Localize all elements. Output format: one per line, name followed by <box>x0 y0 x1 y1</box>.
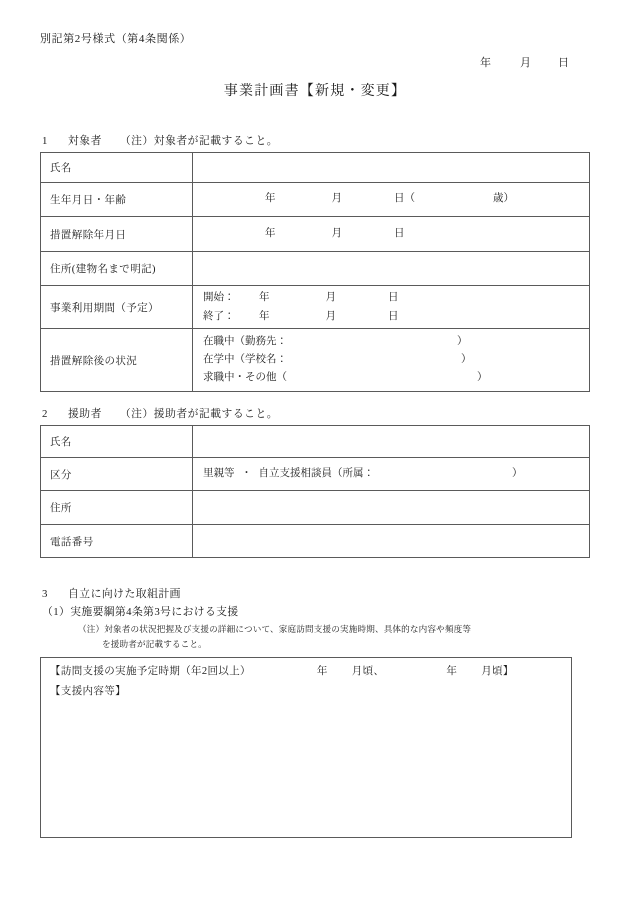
age-unit-label: 歳） <box>493 193 514 205</box>
section3-sub-number: （1） <box>42 606 71 618</box>
section3-note-line2: を援助者が記載すること。 <box>102 639 207 649</box>
visit-month-1: 月頃、 <box>351 666 385 677</box>
release-month-label: 月 <box>331 227 342 239</box>
period-start-label: 開始： <box>203 292 235 303</box>
field-post-release-status[interactable] <box>193 329 590 392</box>
period-end-month: 月 <box>325 311 336 322</box>
birth-day-label: 日 <box>394 193 405 205</box>
support-plan-box[interactable] <box>40 657 572 838</box>
page-title: 事業計画書【新規・変更】 <box>223 84 407 99</box>
table-row <box>41 183 590 217</box>
row-label-address: 住所(建物名まで明記) <box>41 252 193 286</box>
status-student-close: ） <box>461 354 472 365</box>
field-address[interactable] <box>193 252 590 286</box>
field-usage-period[interactable] <box>193 286 590 329</box>
section3-note-line1: （注）対象者の状況把握及び支援の詳細について、家庭訪問支援の実施時期、具体的な内容や頻度等 <box>78 624 472 634</box>
field-supporter-category[interactable] <box>193 458 590 491</box>
table-row <box>41 329 590 392</box>
status-employed-close: ） <box>457 336 468 347</box>
field-name[interactable] <box>193 153 590 183</box>
period-end-year: 年 <box>259 311 270 322</box>
row-label-usage-period: 事業利用期間（予定） <box>41 286 193 329</box>
category-option-foster[interactable]: 里親等 <box>203 467 235 479</box>
period-end-day: 日 <box>388 311 399 322</box>
section2-heading <box>42 406 278 421</box>
section1-table <box>40 152 590 392</box>
period-start-year: 年 <box>259 292 270 303</box>
visit-schedule-line <box>41 658 571 682</box>
section3-note <box>78 622 471 652</box>
support-content-label: 【支援内容等】 <box>50 686 126 697</box>
table-row <box>41 525 590 558</box>
section3-subheading <box>42 604 239 619</box>
status-jobseek-label: 求職中・その他（ <box>203 372 287 383</box>
section2-number: 2 <box>42 408 48 420</box>
header-date-line <box>480 54 578 70</box>
period-start-day: 日 <box>388 292 399 303</box>
section1-note: （注）対象者が記載すること。 <box>119 135 279 147</box>
table-row <box>41 426 590 458</box>
period-start-month: 月 <box>325 292 336 303</box>
status-option-student[interactable] <box>203 351 589 369</box>
table-row <box>41 217 590 252</box>
category-close-paren: ） <box>512 467 523 479</box>
row-label-supporter-category: 区分 <box>41 458 193 491</box>
row-label-supporter-name: 氏名 <box>41 426 193 458</box>
row-label-release-date: 措置解除年月日 <box>41 217 193 252</box>
status-option-employed[interactable] <box>203 333 589 351</box>
section2-title: 援助者 <box>68 408 102 420</box>
section3-title: 自立に向けた取組計画 <box>68 588 181 600</box>
birth-year-label: 年 <box>265 193 276 205</box>
row-label-name: 氏名 <box>41 153 193 183</box>
section1-title: 対象者 <box>68 135 102 147</box>
status-jobseek-close: ） <box>477 372 488 383</box>
field-release-date[interactable] <box>193 217 590 252</box>
field-birthdate-age[interactable] <box>193 183 590 217</box>
header-date-year: 年 <box>480 57 491 69</box>
period-end-label: 終了： <box>203 311 235 322</box>
table-row <box>41 252 590 286</box>
status-employed-label: 在職中（勤務先： <box>203 336 287 347</box>
birthdate-placeholders <box>203 194 405 205</box>
age-open-paren: （ <box>404 193 415 205</box>
table-row <box>41 286 590 329</box>
row-label-birthdate-age: 生年月日・年齢 <box>41 183 193 217</box>
section2-note: （注）援助者が記載すること。 <box>119 408 279 420</box>
section3-number: 3 <box>42 588 48 600</box>
table-row <box>41 491 590 525</box>
release-year-label: 年 <box>265 227 276 239</box>
visit-year-1: 年 <box>316 666 328 677</box>
section3-heading <box>42 586 181 601</box>
status-student-label: 在学中（学校名： <box>203 354 287 365</box>
visit-month-2: 月頃】 <box>481 666 514 677</box>
birth-month-label: 月 <box>331 193 342 205</box>
section3-sub-title: 実施要綱第4条第3号における支援 <box>70 606 239 618</box>
release-date-placeholders <box>203 229 405 240</box>
section1-number: 1 <box>42 135 48 147</box>
header-date-day: 日 <box>558 57 569 69</box>
row-label-supporter-phone: 電話番号 <box>41 525 193 558</box>
row-label-supporter-address: 住所 <box>41 491 193 525</box>
section1-heading <box>42 133 278 148</box>
document-code: 別記第2号様式（第4条関係） <box>40 33 192 45</box>
status-option-jobseeking[interactable] <box>203 369 589 387</box>
visit-schedule-label: 【訪問支援の実施予定時期（年2回以上） <box>50 666 251 677</box>
field-supporter-phone[interactable] <box>193 525 590 558</box>
table-row <box>41 458 590 491</box>
table-row <box>41 153 590 183</box>
category-separator: ・ <box>241 467 252 479</box>
field-supporter-address[interactable] <box>193 491 590 525</box>
row-label-post-release-status: 措置解除後の状況 <box>41 329 193 392</box>
section2-table <box>40 425 590 558</box>
release-day-label: 日 <box>394 227 405 239</box>
field-supporter-name[interactable] <box>193 426 590 458</box>
category-option-counselor[interactable]: 自立支援相談員（所属： <box>258 467 374 479</box>
header-date-month: 月 <box>520 57 531 69</box>
visit-year-2: 年 <box>446 666 458 677</box>
